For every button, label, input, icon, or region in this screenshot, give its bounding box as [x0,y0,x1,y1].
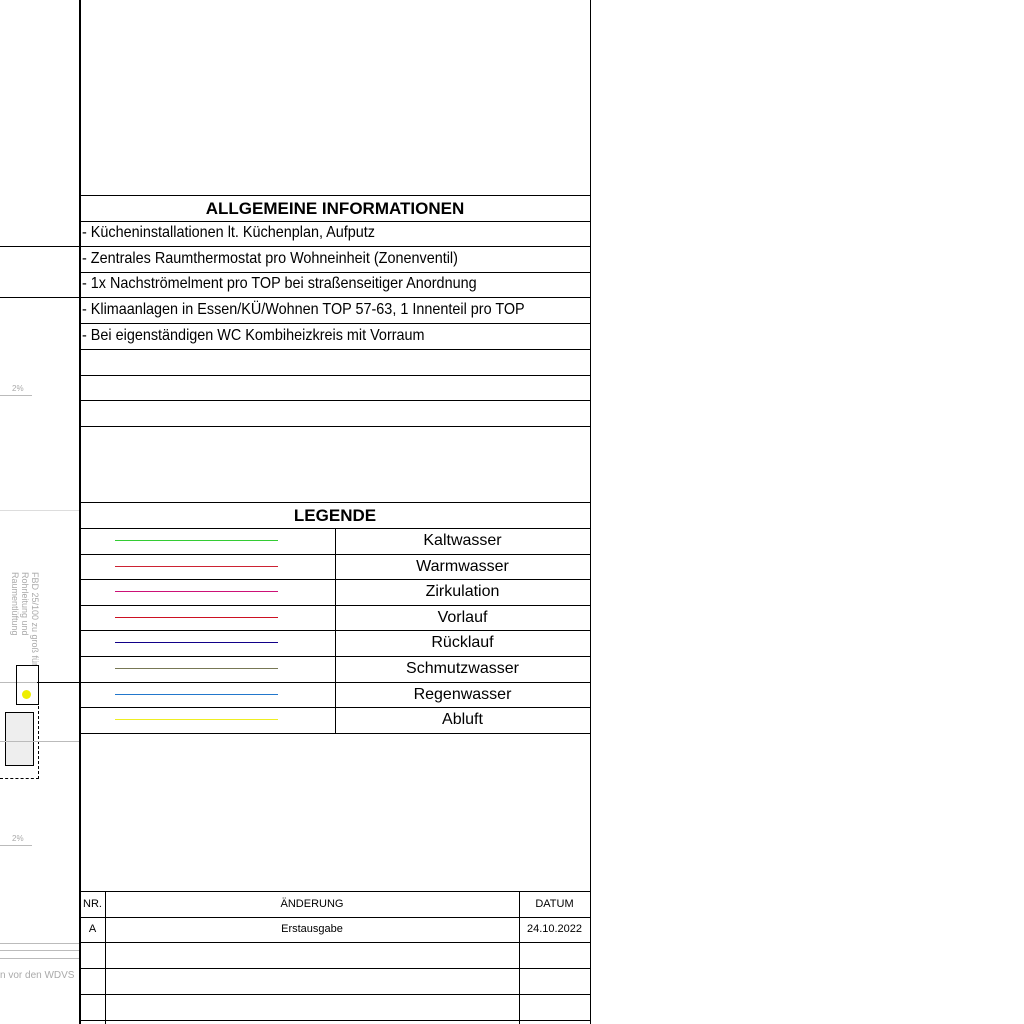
header-nr: NR. [83,898,102,910]
header-change: ÄNDERUNG [280,898,344,910]
pipe-note: FBD 25/100 zu groß für Rohrleitung und Raumentlüftung [10,572,40,667]
legend-line-swatch [115,642,278,643]
info-item: - Zentrales Raumthermostat pro Wohneinheit (Zonenventil) [82,250,458,267]
slope-label: 2% [12,834,24,843]
header-date: DATUM [535,898,574,910]
legend-line-swatch [115,719,278,720]
yellow-marker [22,690,31,699]
legend-label: Warmwasser [416,558,509,575]
info-item: - Klimaanlagen in Essen/KÜ/Wohnen TOP 57-63, 1 Innenteil pro TOP [82,301,525,318]
shaft-box [16,665,39,705]
legend-label: Schmutzwasser [406,660,519,677]
legend-line-swatch [115,694,278,695]
revision-date: 24.10.2022 [526,923,583,935]
legend-label: Kaltwasser [423,532,502,549]
info-item: - Bei eigenständigen WC Kombiheizkreis mit Vorraum [82,327,425,344]
legend-line-swatch [115,566,278,567]
legend-title: LEGENDE [293,506,377,525]
revision-nr: A [88,923,97,935]
legend-line-swatch [115,591,278,592]
wdvs-note: n vor den WDVS [0,970,75,981]
legend-line-swatch [115,617,278,618]
general-info-title: ALLGEMEINE INFORMATIONEN [205,199,465,218]
legend-label: Vorlauf [437,609,488,626]
info-item: - Kücheninstallationen lt. Küchenplan, Aufputz [82,224,376,241]
legend-label: Abluft [442,711,483,728]
legend-label: Rücklauf [431,634,494,651]
revision-change: Erstausgabe [281,923,343,935]
legend-line-swatch [115,540,278,541]
legend-line-swatch [115,668,278,669]
legend-label: Zirkulation [425,583,500,600]
slope-label: 2% [12,384,24,393]
legend-label: Regenwasser [413,686,512,703]
info-item: - 1x Nachströmelment pro TOP bei straßenseitiger Anordnung [82,275,477,292]
